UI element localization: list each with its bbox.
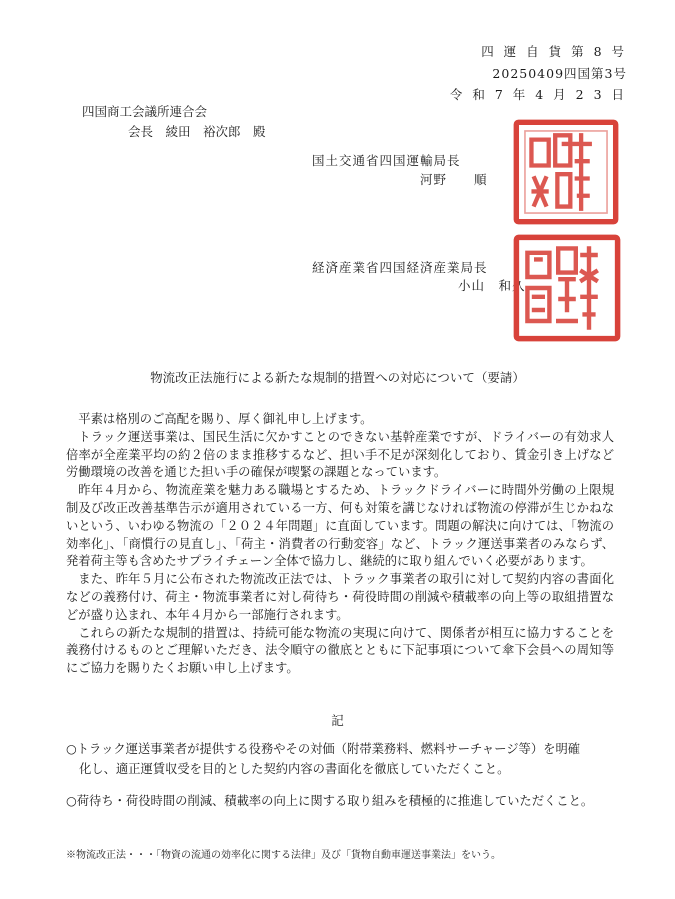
sender-org-mlit: 国土交通省四国運輸局長 xyxy=(312,153,461,168)
recipient-org: 四国商工会議所連合会 xyxy=(82,104,208,119)
seal-stamp-icon xyxy=(512,232,622,344)
body-text xyxy=(66,411,614,678)
paragraph-request: これらの新たな規制的措置は、持続可能な物流の実現に向けて、関係者が相互に協力することを義務付けるものとご理解いただき、法令順守の徹底とともに下記事項について傘下会員への周知等にご協力を賜りたくお願い申し上げます。 xyxy=(66,625,614,676)
document-date: 令 和 7 年 4 月 2 3 日 xyxy=(449,87,627,102)
document-reference: 20250409四国第3号 xyxy=(492,66,627,81)
footnote: ※物流改正法・・・「物資の流通の効率化に関する法律」及び「貨物自動車運送事業法」をいう。 xyxy=(66,850,501,861)
document-title: 物流改正法施行による新たな規制的措置への対応について（要請） xyxy=(150,370,525,385)
sender-org-meti: 経済産業省四国経済産業局長 xyxy=(312,260,488,275)
paragraph-2024-problem: 昨年４月から、物流産業を魅力ある職場とするため、トラックドライバーに時間外労働の上限規制及び改正改善基準告示が適用されている一方、何も対策を講じなければ物流の停滞が生じかねないという、いわゆる物流の「２０２４年問題」に直面しています。問題の解決に向けては、「物流の効率化」、「商慣行の見直し」、「荷主・消費者の行動変容」など、トラック運送事業者のみならず、発着荷主等も含めたサプライチェーン全体で協力し、継続的に取り組んでいく必要があります。 xyxy=(66,483,614,569)
official-seal-meti xyxy=(512,232,622,344)
sender-name-meti: 小山 和久 xyxy=(458,278,526,293)
document-number: 四 運 自 貨 第 8 号 xyxy=(481,44,627,59)
request-item-line: ○荷待ち・荷役時間の削減、積載率の向上に関する取り組みを積極的に推進していただくこと。 xyxy=(66,794,594,808)
seal-stamp-icon xyxy=(512,118,620,226)
ki-heading: 記 xyxy=(331,713,344,728)
paragraph-background: トラック運送事業は、国民生活に欠かすことのできない基幹産業ですが、ドライバーの有効求人倍率が全産業平均の約２倍のまま推移するなど、担い手不足が深刻化しており、賃金引き上げなど労働環境の改善を通じた担い手の確保が喫緊の課題となっています。 xyxy=(66,429,614,480)
request-item-line: ○トラック運送事業者が提供する役務やその対価（附帯業務料、燃料サーチャージ等）を明確 xyxy=(66,742,581,756)
paragraph-greeting: 平素は格別のご高配を賜り、厚く御礼申し上げます。 xyxy=(78,412,373,426)
paragraph-law-revision: また、昨年５月に公布された物流改正法では、トラック事業者の取引に対して契約内容の書面化などの義務付け、荷主・物流事業者に対し荷待ち・荷役時間の削減や積載率の向上等の取組措置などが盛り込まれ、本年４月から一部施行されます。 xyxy=(66,572,614,622)
request-item-waiting-time xyxy=(66,791,618,811)
request-item-contract xyxy=(66,739,618,779)
official-seal-mlit xyxy=(512,118,620,226)
request-item-line: 化し、適正運賃収受を目的とした契約内容の書面化を徹底していただくこと。 xyxy=(79,762,510,776)
sender-name-mlit: 河野 順 xyxy=(420,172,488,187)
recipient-name: 会長 綾田 裕次郎 殿 xyxy=(128,124,266,139)
